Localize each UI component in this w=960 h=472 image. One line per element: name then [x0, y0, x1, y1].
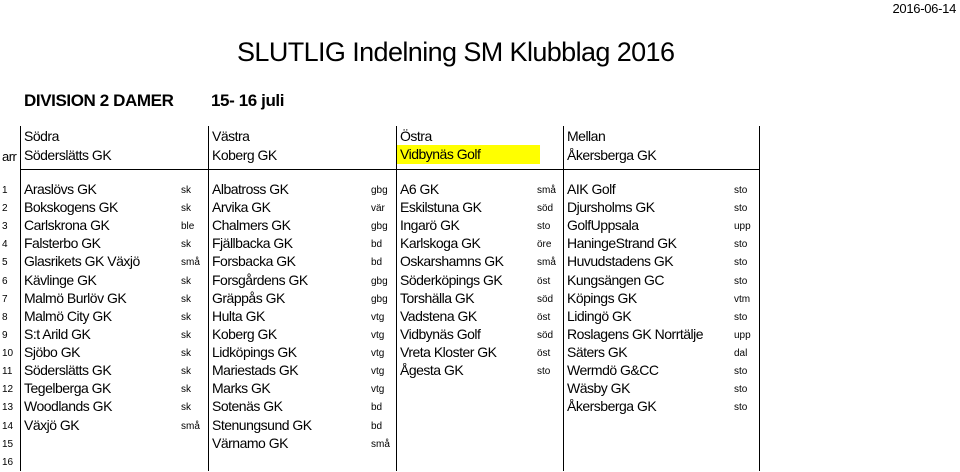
group-host-ostra: Vidbynäs Golf — [397, 145, 540, 164]
district-code-sodra: sk — [181, 275, 191, 287]
table-row — [0, 234, 760, 252]
district-code-sodra: sk — [181, 366, 191, 378]
club-name-vastra: Albatross GK — [212, 181, 289, 197]
club-name-ostra: Ingarö GK — [400, 217, 460, 234]
club-name-sodra: Växjö GK — [24, 416, 80, 433]
table-row — [0, 289, 760, 307]
arr-label: arr — [2, 149, 17, 164]
district-code-vastra: vtg — [371, 329, 385, 341]
club-name-ostra: Eskilstuna GK — [400, 199, 482, 216]
group-name-vastra: Västra — [212, 128, 250, 144]
district-code-ostra: små — [537, 185, 556, 196]
club-name-mellan: Åkersberga GK — [567, 398, 657, 415]
district-code-sodra: sk — [181, 402, 191, 414]
club-name-sodra: Woodlands GK — [24, 398, 112, 415]
district-code-sodra: ble — [181, 221, 195, 233]
club-name-vastra: Marks GK — [212, 380, 271, 397]
report-date: 2016-06-14 — [892, 1, 956, 16]
club-name-ostra: Vidbynäs Golf — [400, 325, 481, 342]
district-code-sodra: sk — [181, 203, 191, 215]
district-code-sodra: små — [181, 257, 200, 269]
row-number: 12 — [2, 384, 14, 396]
club-name-sodra: Kävlinge GK — [24, 271, 97, 288]
table-row — [0, 343, 760, 361]
club-name-mellan: Huvudstadens GK — [567, 253, 674, 270]
table-row — [0, 416, 760, 434]
district-code-vastra: gbg — [371, 275, 388, 287]
club-name-mellan: Köpings GK — [567, 289, 637, 306]
table-row — [0, 397, 760, 415]
district-code-ostra: söd — [537, 293, 554, 305]
district-code-vastra: gbg — [371, 293, 388, 305]
club-name-sodra: Söderslätts GK — [24, 362, 112, 379]
district-code-vastra: gbg — [371, 221, 388, 233]
table-row — [0, 252, 760, 270]
district-code-vastra: bd — [371, 402, 383, 414]
table-row — [0, 379, 760, 397]
row-number: 1 — [2, 185, 8, 196]
row-number: 16 — [2, 456, 14, 468]
table-row — [0, 180, 760, 198]
club-name-mellan: Wermdö G&CC — [567, 362, 659, 379]
row-number: 13 — [2, 402, 14, 414]
district-code-ostra: öst — [537, 275, 551, 287]
club-name-ostra: Söderköpings GK — [400, 271, 503, 288]
district-code-mellan: sto — [734, 239, 748, 251]
district-code-mellan: upp — [734, 329, 751, 341]
table-row — [0, 325, 760, 343]
club-name-vastra: Värnamo GK — [212, 434, 288, 451]
club-name-sodra: Araslövs GK — [24, 181, 97, 197]
row-number: 8 — [2, 311, 8, 323]
club-name-mellan: Djursholms GK — [567, 199, 655, 216]
club-name-vastra: Forsgårdens GK — [212, 271, 308, 288]
district-code-mellan: sto — [734, 185, 748, 196]
row-number: 3 — [2, 221, 8, 233]
club-name-vastra: Arvika GK — [212, 199, 271, 216]
club-name-sodra: Glasrikets GK Växjö — [24, 253, 140, 270]
header-border — [20, 169, 760, 170]
district-code-ostra: sto — [537, 366, 551, 378]
event-dates: 15- 16 juli — [211, 91, 285, 110]
club-name-ostra: A6 GK — [400, 181, 439, 197]
table-row — [0, 307, 760, 325]
club-name-ostra: Vadstena GK — [400, 307, 477, 324]
club-name-vastra: Sotenäs GK — [212, 398, 283, 415]
district-code-sodra: sk — [181, 384, 191, 396]
district-code-vastra: vtg — [371, 311, 385, 323]
district-code-mellan: dal — [734, 348, 748, 360]
district-code-ostra: söd — [537, 329, 554, 341]
club-name-ostra: Oskarshamns GK — [400, 253, 504, 270]
row-number: 4 — [2, 239, 8, 251]
row-number: 9 — [2, 329, 8, 341]
row-number: 2 — [2, 203, 8, 215]
district-code-vastra: vär — [371, 203, 385, 215]
district-code-vastra: vtg — [371, 348, 385, 360]
club-name-mellan: Roslagens GK Norrtälje — [567, 325, 704, 342]
district-code-vastra: bd — [371, 239, 383, 251]
group-name-sodra: Södra — [24, 128, 59, 144]
district-code-ostra: öst — [537, 311, 551, 323]
club-name-sodra: Malmö City GK — [24, 307, 112, 324]
club-name-ostra: Karlskoga GK — [400, 235, 481, 252]
club-name-mellan: GolfUppsala — [567, 217, 639, 234]
district-code-mellan: vtm — [734, 293, 751, 305]
district-code-ostra: söd — [537, 203, 554, 215]
table-row — [0, 452, 760, 470]
club-name-vastra: Mariestads GK — [212, 362, 299, 379]
club-name-vastra: Forsbacka GK — [212, 253, 296, 270]
club-name-mellan: AIK Golf — [567, 181, 616, 197]
division-label: DIVISION 2 DAMER — [24, 91, 174, 110]
page-title: SLUTLIG Indelning SM Klubblag 2016 — [237, 37, 675, 67]
group-host-mellan: Åkersberga GK — [567, 147, 657, 163]
district-code-ostra: sto — [537, 221, 551, 233]
group-name-mellan: Mellan — [567, 128, 606, 144]
group-name-ostra: Östra — [400, 128, 432, 144]
district-code-sodra: sk — [181, 311, 191, 323]
table-row — [0, 271, 760, 289]
row-number: 11 — [2, 366, 13, 378]
group-host-sodra: Söderslätts GK — [24, 147, 112, 163]
club-name-sodra: Tegelberga GK — [24, 380, 111, 397]
district-code-vastra: små — [371, 438, 390, 450]
club-name-ostra: Vreta Kloster GK — [400, 344, 497, 361]
club-name-mellan: Säters GK — [567, 344, 628, 361]
district-code-mellan: sto — [734, 311, 748, 323]
district-code-mellan: sto — [734, 366, 748, 378]
club-name-ostra: Ågesta GK — [400, 362, 464, 379]
club-name-sodra: Sjöbo GK — [24, 344, 80, 361]
district-code-ostra: öst — [537, 348, 551, 360]
club-name-sodra: Malmö Burlöv GK — [24, 289, 127, 306]
district-code-sodra: sk — [181, 239, 191, 251]
club-name-mellan: Kungsängen GC — [567, 271, 665, 288]
district-code-vastra: bd — [371, 420, 383, 432]
district-code-sodra: sk — [181, 185, 191, 196]
club-name-mellan: HaningeStrand GK — [567, 235, 677, 252]
club-name-ostra: Torshälla GK — [400, 289, 475, 306]
club-name-vastra: Fjällbacka GK — [212, 235, 293, 252]
district-code-mellan: sto — [734, 257, 748, 269]
row-number: 14 — [2, 420, 14, 432]
table-row — [0, 434, 760, 452]
district-code-vastra: bd — [371, 257, 383, 269]
club-name-vastra: Gräppås GK — [212, 289, 285, 306]
row-number: 5 — [2, 257, 8, 269]
table-row — [0, 216, 760, 234]
group-host-vastra: Koberg GK — [212, 147, 277, 163]
club-name-sodra: S:t Arild GK — [24, 325, 91, 342]
club-name-sodra: Carlskrona GK — [24, 217, 110, 234]
district-code-mellan: upp — [734, 221, 751, 233]
district-code-ostra: öre — [537, 239, 552, 251]
row-number: 15 — [2, 438, 14, 450]
district-code-mellan: sto — [734, 402, 748, 414]
club-name-sodra: Falsterbo GK — [24, 235, 101, 252]
club-name-vastra: Chalmers GK — [212, 217, 291, 234]
row-number: 7 — [2, 293, 8, 305]
district-code-mellan: sto — [734, 384, 748, 396]
district-code-sodra: sk — [181, 348, 191, 360]
table-row — [0, 361, 760, 379]
district-code-sodra: sk — [181, 293, 191, 305]
club-name-sodra: Bokskogens GK — [24, 199, 118, 216]
district-code-mellan: sto — [734, 203, 748, 215]
club-name-mellan: Wäsby GK — [567, 380, 630, 397]
club-name-mellan: Lidingö GK — [567, 307, 632, 324]
district-code-sodra: små — [181, 420, 200, 432]
club-name-vastra: Lidköpings GK — [212, 344, 297, 361]
club-name-vastra: Hulta GK — [212, 307, 265, 324]
district-code-vastra: gbg — [371, 185, 388, 196]
club-name-vastra: Koberg GK — [212, 325, 277, 342]
district-code-vastra: vtg — [371, 366, 385, 378]
table-row — [0, 198, 760, 216]
district-code-sodra: sk — [181, 329, 191, 341]
district-code-ostra: små — [537, 257, 556, 269]
club-name-vastra: Stenungsund GK — [212, 416, 312, 433]
row-number: 6 — [2, 275, 8, 287]
district-code-mellan: sto — [734, 275, 748, 287]
division-table — [0, 126, 760, 471]
row-number: 10 — [2, 348, 14, 360]
district-code-vastra: vtg — [371, 384, 385, 396]
